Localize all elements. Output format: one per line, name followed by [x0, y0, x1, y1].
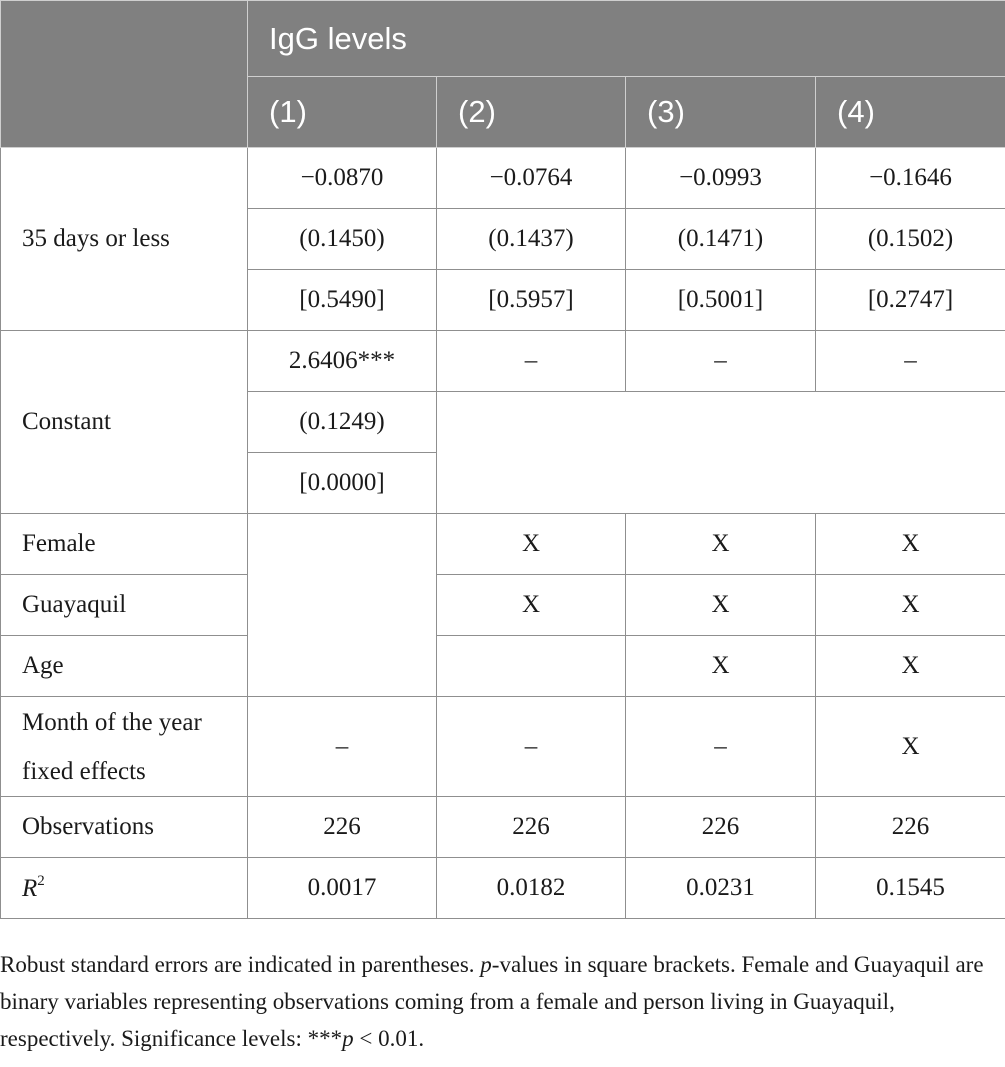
table-row — [1, 636, 1005, 697]
row-label-observations: Observations — [1, 797, 248, 858]
coef-cell: −0.0870 — [248, 148, 437, 209]
pvalue-cell: [0.0000] — [248, 453, 437, 514]
table-row — [1, 797, 1005, 858]
stat-cell: 226 — [626, 797, 816, 858]
control-cell: X — [626, 636, 816, 697]
coef-cell: – — [626, 331, 816, 392]
control-cell: X — [626, 575, 816, 636]
row-label-constant: Constant — [1, 331, 248, 514]
table-footnote — [0, 946, 1000, 1057]
stat-cell: 226 — [816, 797, 1005, 858]
stat-cell: 0.0231 — [626, 858, 816, 919]
empty-cell — [437, 392, 1005, 514]
coef-cell: – — [437, 331, 626, 392]
pvalue-cell: [0.5001] — [626, 270, 816, 331]
table-row — [1, 575, 1005, 636]
coef-cell: 2.6406*** — [248, 331, 437, 392]
control-cell: X — [816, 636, 1005, 697]
control-cell: X — [816, 697, 1005, 797]
table-row — [1, 858, 1005, 919]
footnote-text-2: -values in square brackets. Female and Guayaquil are binary variables representing observations coming from a female and person living in Guayaquil, respectively. Significance levels: *** — [0, 952, 984, 1051]
se-cell: (0.1437) — [437, 209, 626, 270]
table-body — [1, 148, 1005, 919]
footnote-text-1: Robust standard errors are indicated in parentheses. — [0, 952, 481, 977]
stat-cell: 0.1545 — [816, 858, 1005, 919]
column-header-3: (3) — [626, 77, 816, 148]
pvalue-cell: [0.2747] — [816, 270, 1005, 331]
pvalue-cell: [0.5490] — [248, 270, 437, 331]
coef-cell: −0.1646 — [816, 148, 1005, 209]
row-label-35-days: 35 days or less — [1, 148, 248, 331]
control-cell: X — [437, 514, 626, 575]
column-header-1: (1) — [248, 77, 437, 148]
footnote-p-italic-2: p — [342, 1026, 354, 1051]
se-cell: (0.1450) — [248, 209, 437, 270]
row-label-female: Female — [1, 514, 248, 575]
row-label-age: Age — [1, 636, 248, 697]
control-cell: X — [816, 514, 1005, 575]
se-cell: (0.1249) — [248, 392, 437, 453]
footnote-p-italic-1: p — [480, 952, 492, 977]
r-squared-superscript: 2 — [37, 873, 45, 889]
se-cell: (0.1471) — [626, 209, 816, 270]
empty-cell — [248, 514, 437, 697]
stat-cell: 0.0017 — [248, 858, 437, 919]
control-cell: – — [248, 697, 437, 797]
table-row — [1, 148, 1005, 209]
control-cell: X — [816, 575, 1005, 636]
stat-cell: 0.0182 — [437, 858, 626, 919]
table-row — [1, 514, 1005, 575]
coef-cell: −0.0764 — [437, 148, 626, 209]
row-label-r-squared — [1, 858, 248, 919]
stat-cell: 226 — [437, 797, 626, 858]
control-cell: – — [626, 697, 816, 797]
header-group-label: IgG levels — [248, 1, 1005, 77]
control-cell: X — [626, 514, 816, 575]
table-header — [1, 1, 1005, 148]
coef-cell: – — [816, 331, 1005, 392]
stat-cell: 226 — [248, 797, 437, 858]
table-row — [1, 331, 1005, 392]
row-label-guayaquil: Guayaquil — [1, 575, 248, 636]
column-header-4: (4) — [816, 77, 1005, 148]
control-cell: – — [437, 697, 626, 797]
coef-cell: −0.0993 — [626, 148, 816, 209]
pvalue-cell: [0.5957] — [437, 270, 626, 331]
row-label-month-fe: Month of the year fixed effects — [1, 697, 248, 797]
column-header-2: (2) — [437, 77, 626, 148]
table-row — [1, 697, 1005, 797]
header-corner — [1, 1, 248, 148]
control-cell: X — [437, 575, 626, 636]
footnote-text-3: < 0.01. — [353, 1026, 425, 1051]
control-cell — [437, 636, 626, 697]
r-squared-variable: R — [22, 875, 38, 902]
se-cell: (0.1502) — [816, 209, 1005, 270]
